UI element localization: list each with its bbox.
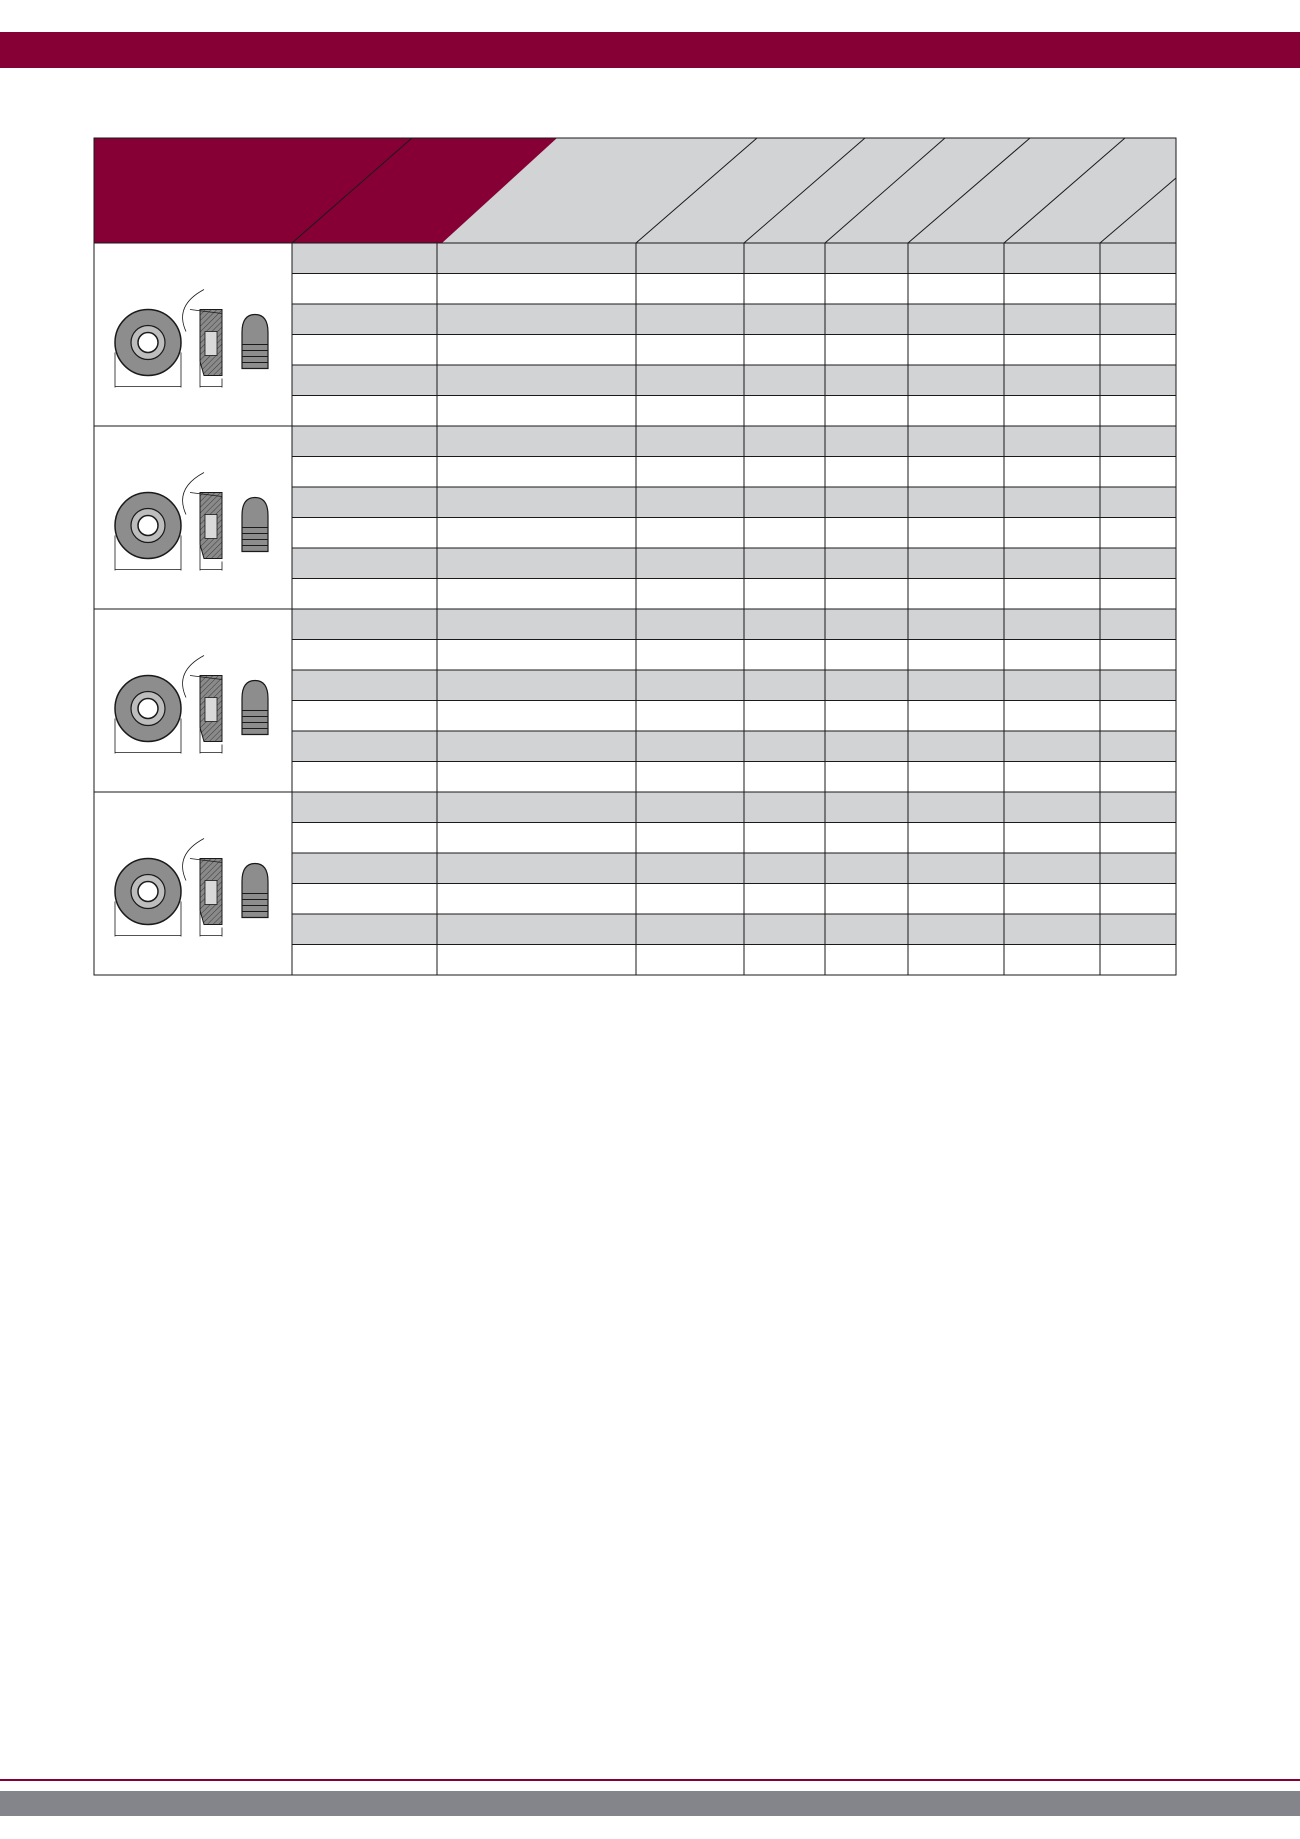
insert-drawing: [115, 473, 268, 571]
screw-icon: [242, 315, 268, 369]
insert-hole: [138, 699, 158, 719]
row-shading: [292, 365, 1176, 396]
footer-rule: [0, 1779, 1300, 1781]
section-bore: [205, 332, 217, 356]
table-row: [292, 670, 1176, 701]
thumbnail-column: [115, 290, 268, 937]
table-row: [292, 609, 1176, 640]
section-bore: [205, 881, 217, 905]
table-row: [292, 853, 1176, 884]
row-shading: [292, 548, 1176, 579]
row-shading: [292, 304, 1176, 335]
table-row: [292, 731, 1176, 762]
table-row: [292, 304, 1176, 335]
table-row: [292, 914, 1176, 945]
row-shading: [292, 670, 1176, 701]
row-shading: [292, 731, 1176, 762]
insert-drawing: [115, 656, 268, 754]
table-grid: [94, 138, 1176, 975]
section-bore: [205, 698, 217, 722]
row-shading: [292, 609, 1176, 640]
insert-hole: [138, 333, 158, 353]
row-shading: [292, 914, 1176, 945]
row-shading: [292, 853, 1176, 884]
table-row: [292, 548, 1176, 579]
table-header: [94, 138, 1176, 243]
insert-drawing: [115, 290, 268, 388]
insert-hole: [138, 516, 158, 536]
row-shading: [292, 426, 1176, 457]
section-bore: [205, 515, 217, 539]
table-row: [292, 365, 1176, 396]
row-shading: [292, 243, 1176, 274]
table-row: [292, 792, 1176, 823]
footer-band: [0, 1791, 1300, 1816]
insert-hole: [138, 882, 158, 902]
screw-icon: [242, 864, 268, 918]
table-row: [292, 487, 1176, 518]
insert-drawing: [115, 839, 268, 937]
table-row: [292, 243, 1176, 274]
screw-icon: [242, 498, 268, 552]
table-row: [292, 426, 1176, 457]
screw-icon: [242, 681, 268, 735]
row-shading: [292, 792, 1176, 823]
row-shading: [292, 487, 1176, 518]
